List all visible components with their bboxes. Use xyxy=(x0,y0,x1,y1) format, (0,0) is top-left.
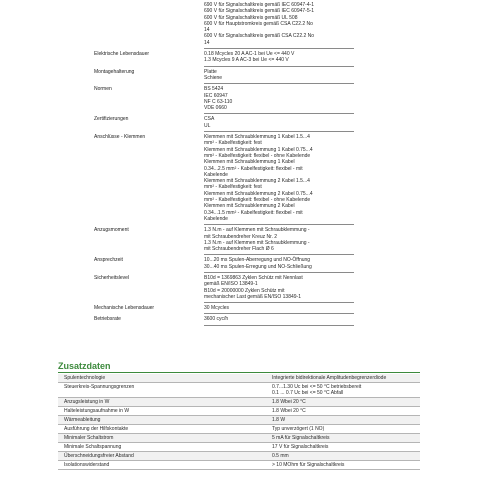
row-label: Minimale Schaltspannung xyxy=(64,444,122,450)
spec-values xyxy=(204,114,354,131)
spec-value: 1.3 N.m - auf Klemmen mit Schraubklemmung - xyxy=(204,227,310,234)
table-row xyxy=(58,443,420,452)
spec-label: Anzugsmoment xyxy=(94,227,129,234)
spec-value: 690 V für Signalschaltkreis gemäß IEC 60947-4-1 xyxy=(204,2,315,8)
row-value xyxy=(272,416,420,424)
row-label: Wärmeableitung xyxy=(64,417,101,423)
spec-value: Klemmen mit Schraubklemmung 2 Kabel 1.5...4 xyxy=(204,178,310,185)
row-value xyxy=(272,461,420,469)
table-row xyxy=(58,452,420,461)
row-value-line: 1.8 Wbei 20 °C xyxy=(272,408,306,414)
spec-value: CSA xyxy=(204,116,215,123)
row-label: Anzugsleistung in W xyxy=(64,399,110,405)
spec-label: Normen xyxy=(94,86,112,93)
row-value-line: Integrierte bidirektionale Amplitudenbegrenzerdiode xyxy=(272,375,387,381)
additional-data-table xyxy=(58,374,420,470)
spec-value: BS 5424 xyxy=(204,86,224,93)
spec-value: Klemmen mit Schraubklemmung 1 Kabel xyxy=(204,159,295,166)
table-row xyxy=(58,461,420,470)
table-row xyxy=(58,398,420,407)
spec-values xyxy=(204,273,354,302)
spec-row xyxy=(94,303,354,314)
spec-row xyxy=(94,49,354,67)
spec-row xyxy=(94,84,354,114)
spec-values xyxy=(204,225,354,254)
row-value-line: 17 V für Signalschaltkreis xyxy=(272,444,329,450)
spec-value: 14 xyxy=(204,27,210,34)
spec-value: mm² - Kabelfestigkeit: flexibel - ohne Kabelende xyxy=(204,197,311,204)
spec-values xyxy=(204,132,354,224)
row-label: Steuerkreis-Spannungsgrenzen xyxy=(64,384,135,390)
spec-value: Schiene xyxy=(204,74,223,81)
spec-values xyxy=(204,49,354,66)
spec-row xyxy=(94,225,354,255)
spec-values xyxy=(204,84,354,113)
row-label: Minimaler Schaltstrom xyxy=(64,435,114,441)
spec-value: Klemmen mit Schraubklemmung 2 Kabel 0.75...4 xyxy=(204,190,313,197)
spec-value: Klemmen mit Schraubklemmung 2 Kabel xyxy=(204,203,295,210)
table-row xyxy=(58,374,420,383)
table-row xyxy=(58,407,420,416)
spec-values xyxy=(204,0,354,48)
spec-value: IEC 60947 xyxy=(204,92,228,99)
spec-row xyxy=(204,0,354,49)
spec-value: Klemmen mit Schraubklemmung 1 Kabel 0.75...4 xyxy=(204,146,313,153)
spec-row xyxy=(94,314,354,325)
row-value-line: 0.7...1.30 Uc bei <= 50 °C betriebsbereit xyxy=(272,384,362,390)
spec-values xyxy=(204,314,354,324)
spec-value: mechanischer Last gemäß EN/ISO 13849-1 xyxy=(204,293,301,300)
spec-value: 30 Mcycles xyxy=(204,305,230,312)
row-value xyxy=(272,398,420,406)
table-row xyxy=(58,416,420,425)
spec-value: 600 V für Signalschaltkreis gemäß CSA C22.2 No xyxy=(204,33,315,40)
spec-value: mit Schraubendreher Kreuz Nr. 2 xyxy=(204,233,278,240)
spec-value: 1.3 Mcycles 9 A AC-3 bei Ue <= 440 V xyxy=(204,57,289,64)
spec-values xyxy=(204,255,354,272)
spec-value: B10d = 1369863 Zyklen Schütz mit Nennlast xyxy=(204,274,303,281)
row-value-line: 5 mA für Signalschaltkreis xyxy=(272,435,330,441)
row-label: Ausführung der Hilfskontakte xyxy=(64,426,129,432)
spec-label: Montagehalterung xyxy=(94,68,135,75)
spec-value: 600 V für Hauptstromkreis gemäß CSA C22.2 No xyxy=(204,20,313,27)
row-value-line: 0.5 mm xyxy=(272,453,289,459)
spec-value: 690 V für Signalschaltkreis gemäß IEC 60947-5-1 xyxy=(204,8,315,15)
spec-label: Ansprechzeit xyxy=(94,257,123,264)
spec-table xyxy=(94,0,354,326)
spec-label: Anschlüsse - Klemmen xyxy=(94,134,146,141)
spec-value: 30...40 ms Spulen-Erregung und NO-Schließung xyxy=(204,263,312,270)
spec-value: B10d = 20000000 Zyklen Schütz mit xyxy=(204,287,285,294)
spec-row xyxy=(94,273,354,303)
row-value xyxy=(272,452,420,460)
row-value-line: Typ unverzögert (1 NO) xyxy=(272,426,325,432)
spec-value: 10...20 ms Spulen-Aberregung und NO-Öffnung xyxy=(204,257,311,264)
row-value-line: 0.1 ... 0.7 Uc bei <= 50 °C Abfall xyxy=(272,390,344,396)
spec-value: 600 V für Signalschaltkreis gemäß UL 508 xyxy=(204,14,298,21)
spec-value: 3600 cyc/h xyxy=(204,316,229,323)
spec-values xyxy=(204,67,354,84)
row-value xyxy=(272,383,420,397)
row-value-line: 1.8 Wbei 20 °C xyxy=(272,399,306,405)
section-title: Zusatzdaten xyxy=(58,361,111,371)
spec-row xyxy=(94,255,354,273)
row-value xyxy=(272,434,420,442)
spec-values xyxy=(204,303,354,313)
spec-value: mm² - Kabelfestigkeit: flexibel - ohne Kabelende xyxy=(204,152,311,159)
table-row xyxy=(58,434,420,443)
spec-value: mm² - Kabelfestigkeit: fest xyxy=(204,184,262,191)
spec-value: 1.3 N.m - auf Klemmen mit Schraubklemmung - xyxy=(204,239,310,246)
table-row xyxy=(58,425,420,434)
spec-value: UL xyxy=(204,122,211,129)
row-value xyxy=(272,374,420,382)
spec-value: Kabelende xyxy=(204,171,228,178)
row-value-line: > 10 MOhm für Signalschaltkreis xyxy=(272,462,345,468)
spec-row xyxy=(94,67,354,85)
spec-value: Platte xyxy=(204,68,217,75)
spec-value: Klemmen mit Schraubklemmung 1 Kabel 1.5...4 xyxy=(204,134,310,141)
row-value xyxy=(272,425,420,433)
row-label: Isolationswiderstand xyxy=(64,462,110,468)
spec-value: 0.34...2.5 mm² - Kabelfestigkeit: flexibel - mit xyxy=(204,165,303,172)
row-label: Überschneidungsfreier Abstand xyxy=(64,453,134,459)
spec-value: VDE 0660 xyxy=(204,105,227,112)
row-value-line: 1.8 W xyxy=(272,417,286,423)
spec-value: 14 xyxy=(204,39,210,46)
row-label: Spulentechnologie xyxy=(64,375,106,381)
spec-value: Kabelende xyxy=(204,215,228,222)
row-value xyxy=(272,407,420,415)
spec-row xyxy=(94,114,354,132)
spec-row xyxy=(94,132,354,225)
table-row xyxy=(58,383,420,398)
spec-value: mm² - Kabelfestigkeit: fest xyxy=(204,140,262,147)
row-value xyxy=(272,443,420,451)
row-label: Halteleistungsaufnahme in W xyxy=(64,408,130,414)
spec-value: 0.34...1.5 mm² - Kabelfestigkeit: flexibel - mit xyxy=(204,209,303,216)
spec-label: Sicherheitslevel xyxy=(94,274,130,281)
spec-value: NF C 63-110 xyxy=(204,98,233,105)
spec-label: Zertifizierungen xyxy=(94,116,129,123)
spec-value: 0.18 Mcycles 20 A AC-1 bei Ue <= 440 V xyxy=(204,51,295,58)
spec-value: mit Schraubendreher Flach Ø 6 xyxy=(204,246,274,253)
section-divider xyxy=(58,372,420,373)
spec-label: Elektrische Lebensdauer xyxy=(94,51,150,58)
spec-label: Betriebsrate xyxy=(94,316,121,323)
spec-label: Mechanische Lebensdauer xyxy=(94,305,155,312)
spec-value: gemäß EN/ISO 13849-1 xyxy=(204,281,258,288)
